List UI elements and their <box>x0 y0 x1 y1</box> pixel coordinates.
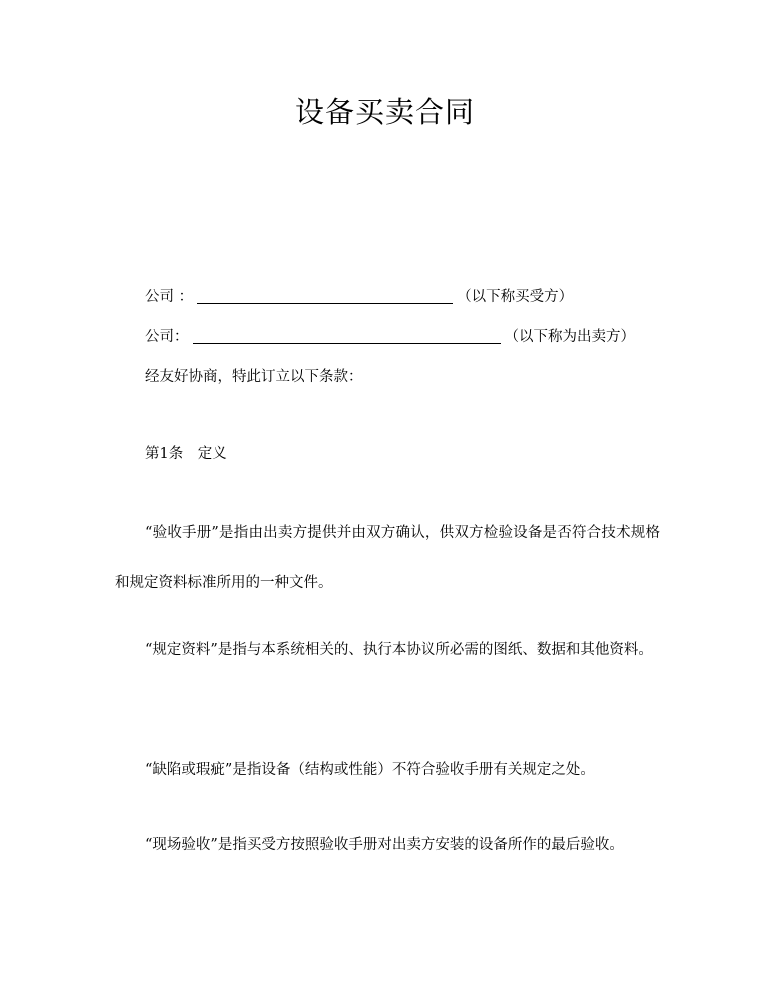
buyer-name-blank[interactable] <box>197 287 453 304</box>
buyer-line <box>145 286 573 308</box>
definition-paragraph: “现场验收”是指买受方按照验收手册对出卖方安装的设备所作的最后验收。 <box>145 837 624 853</box>
buyer-suffix: （以下称买受方） <box>457 289 574 305</box>
seller-suffix: （以下称为出卖方） <box>504 329 635 345</box>
seller-line <box>145 326 635 348</box>
definition-paragraph: “缺陷或瑕疵”是指设备（结构或性能）不符合验收手册有关规定之处。 <box>145 762 595 778</box>
seller-name-blank[interactable] <box>193 327 501 344</box>
article-heading: 第1条 定义 <box>145 446 227 462</box>
document-title: 设备买卖合同 <box>294 95 475 129</box>
definition-paragraph: “验收手册”是指由出卖方提供并由双方确认，供双方检验设备是否符合技术规格和规定资料标准所用的一种文件。 <box>115 525 660 591</box>
definition-paragraph: “规定资料”是指与本系统相关的、执行本协议所必需的图纸、数据和其他资料。 <box>145 642 653 658</box>
seller-label: 公司： <box>145 329 189 345</box>
intro-text: 经友好协商，特此订立以下条款： <box>145 369 363 385</box>
buyer-label: 公司 ： <box>145 289 194 305</box>
